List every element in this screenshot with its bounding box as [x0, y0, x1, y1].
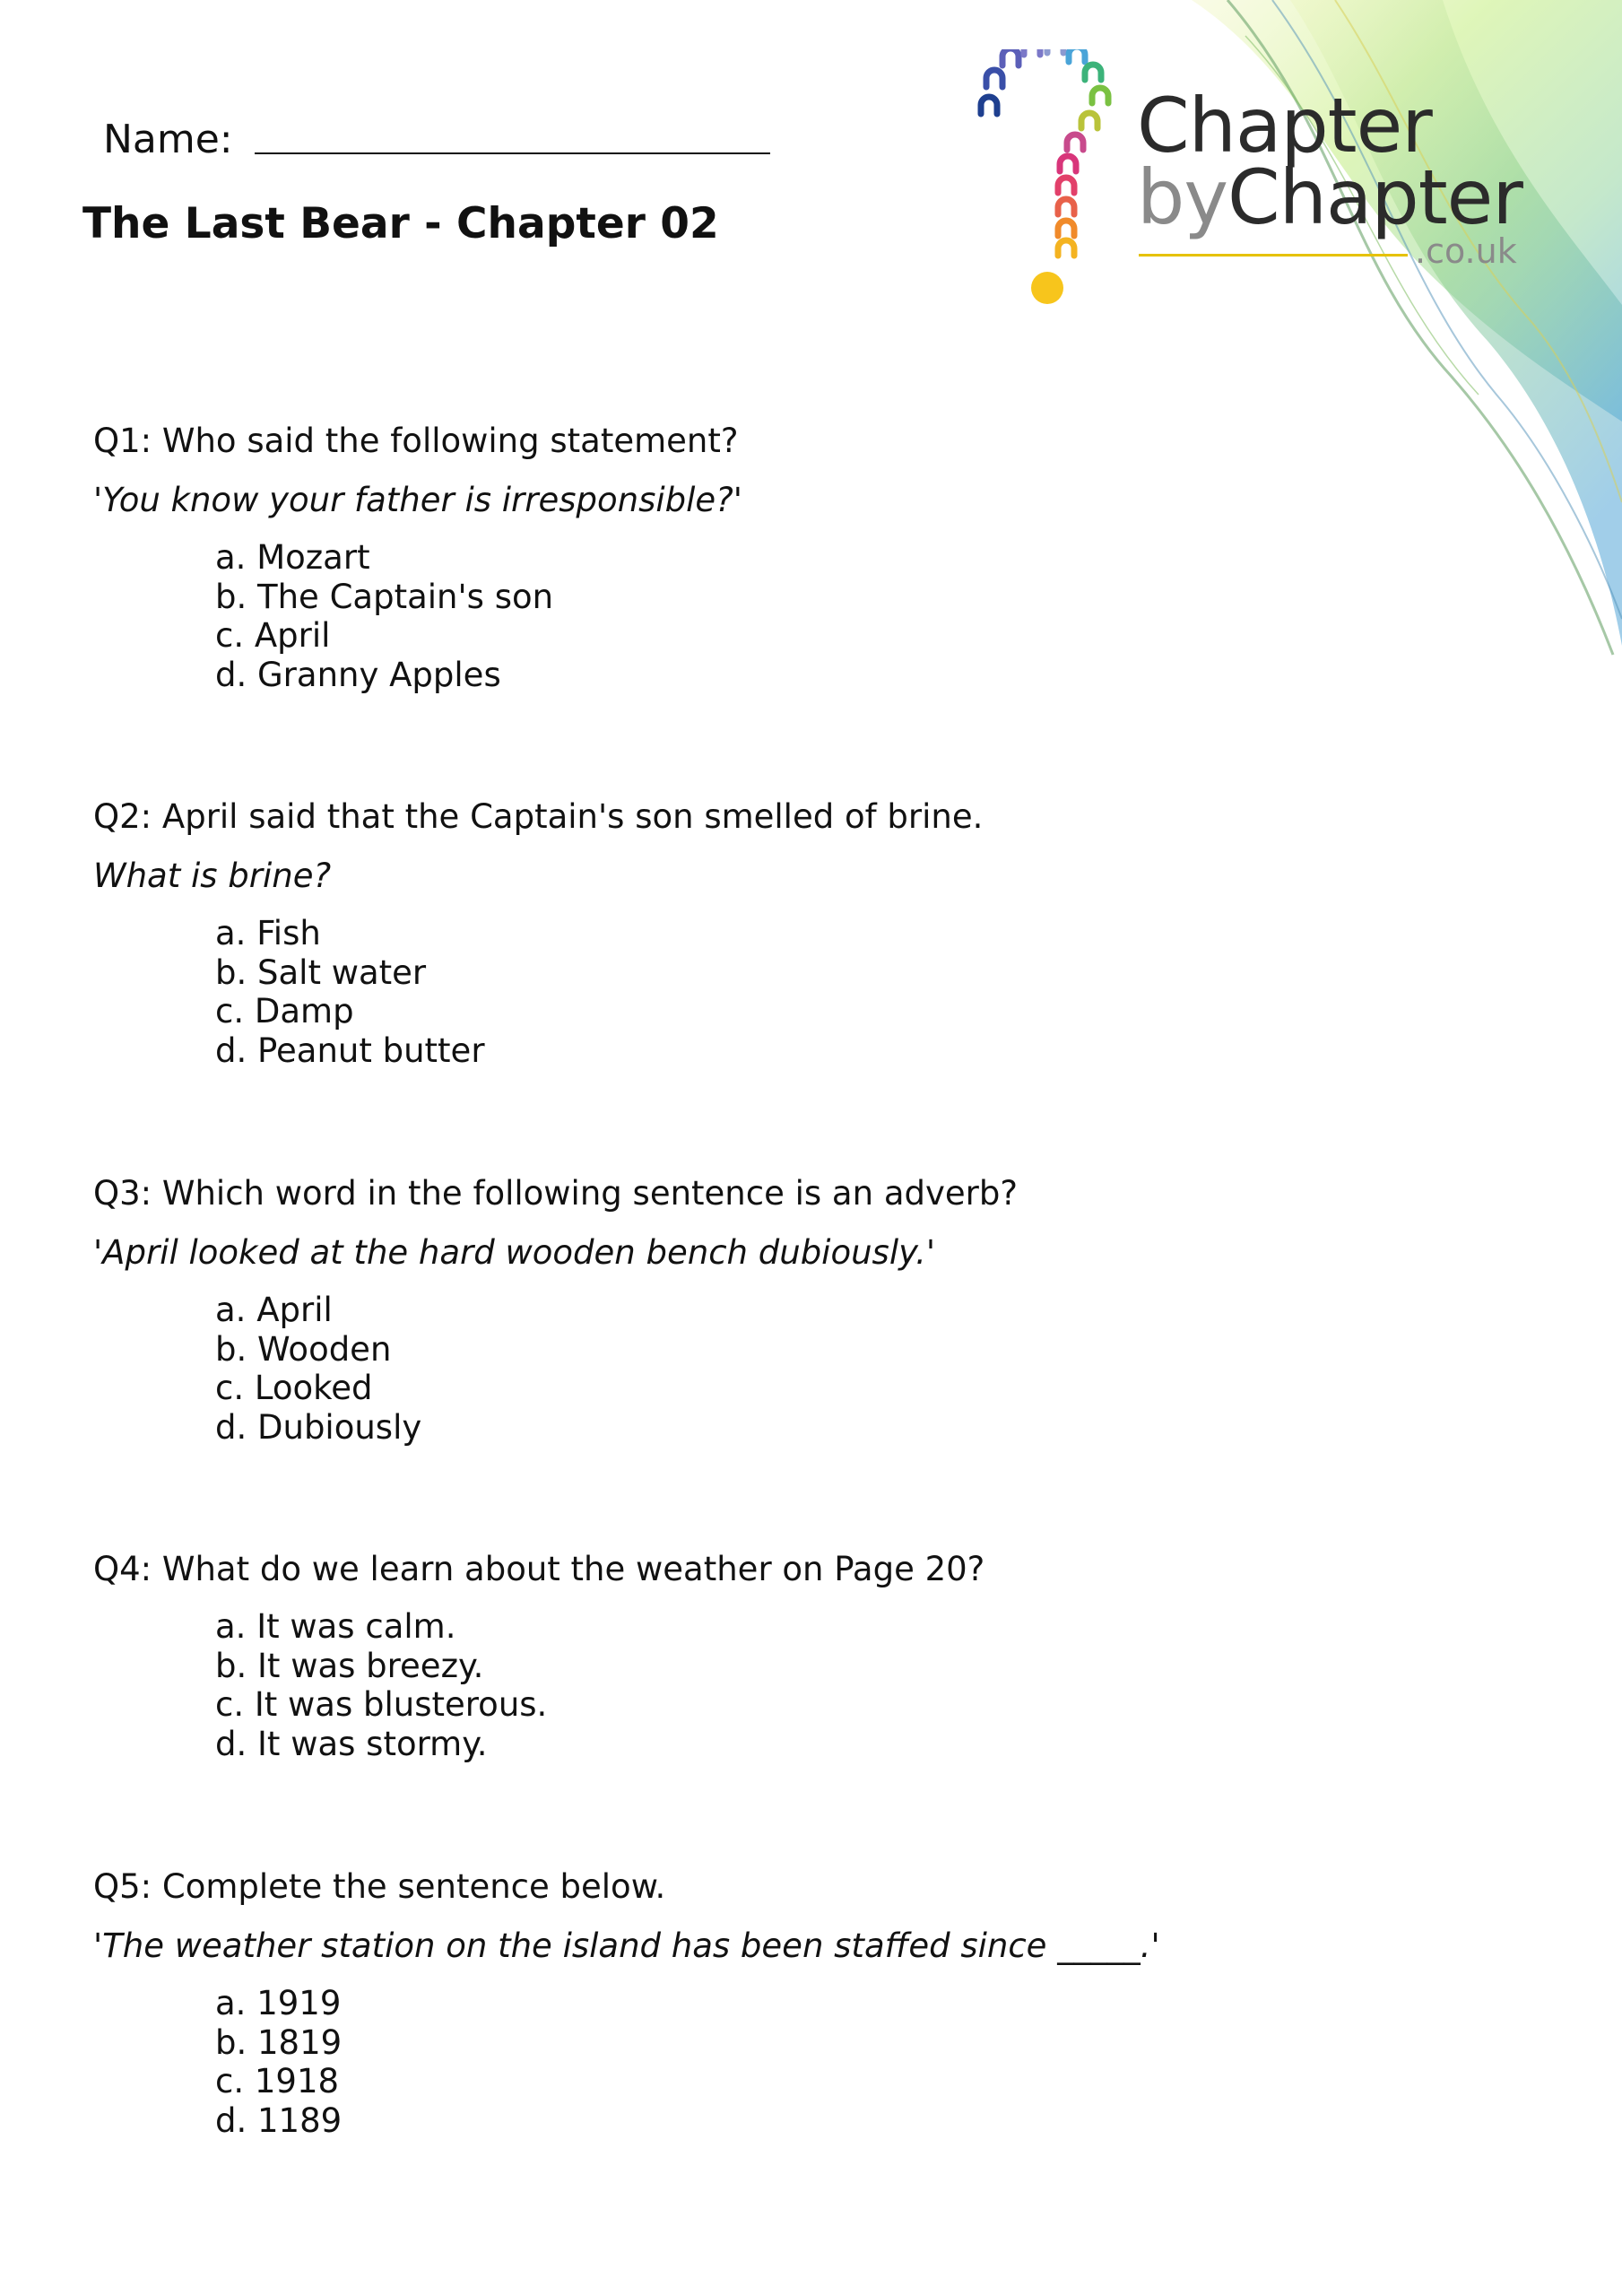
question-quote: What is brine? [93, 857, 332, 895]
option-b[interactable]: b. The Captain's son [215, 577, 554, 616]
name-label: Name: [103, 117, 233, 162]
name-blank-line[interactable] [255, 152, 770, 154]
question-text: Q3: Which word in the following sentence is an adverb? [93, 1174, 1018, 1213]
option-d[interactable]: d. It was stormy. [215, 1724, 488, 1763]
option-a[interactable]: a. 1919 [215, 1984, 342, 2022]
option-c[interactable]: c. Damp [215, 992, 354, 1031]
answer-options [215, 538, 1349, 694]
answer-options [215, 914, 1349, 1070]
option-c[interactable]: c. Looked [215, 1369, 373, 1407]
answer-options [215, 1607, 1349, 1763]
question-1 [93, 422, 1349, 694]
answer-options [215, 1291, 1349, 1447]
question-3 [93, 1174, 1349, 1447]
logo-underline [1139, 254, 1408, 257]
answer-options [215, 1984, 1349, 2140]
question-text: Q1: Who said the following statement? [93, 422, 739, 460]
option-d[interactable]: d. Granny Apples [215, 655, 501, 694]
question-text: Q2: April said that the Captain's son smelled of brine. [93, 797, 984, 836]
option-c[interactable]: c. April [215, 616, 331, 655]
logo-by: by [1137, 153, 1228, 241]
worksheet-title: The Last Bear - Chapter 02 [82, 199, 719, 248]
option-d[interactable]: d. 1189 [215, 2100, 343, 2140]
logo-dot [1031, 272, 1063, 304]
option-b[interactable]: b. Wooden [215, 1329, 392, 1369]
option-b[interactable]: b. It was breezy. [215, 1646, 484, 1685]
question-4 [93, 1550, 1349, 1763]
option-b[interactable]: b. Salt water [215, 952, 427, 992]
question-2 [93, 797, 1349, 1070]
option-a[interactable]: a. Mozart [215, 538, 370, 577]
logo-line-chapter: Chapter [1137, 82, 1432, 170]
option-a[interactable]: a. It was calm. [215, 1607, 456, 1646]
question-quote: 'The weather station on the island has been staffed since _____.' [93, 1926, 1160, 1965]
option-a[interactable]: a. Fish [215, 914, 321, 952]
question-quote: 'April looked at the hard wooden bench dubiously.' [93, 1233, 936, 1272]
option-c[interactable]: c. 1918 [215, 2062, 340, 2100]
question-5 [93, 1867, 1349, 2140]
question-quote: 'You know your father is irresponsible?' [93, 481, 742, 519]
logo-domain: .co.uk [1415, 231, 1517, 271]
question-text: Q5: Complete the sentence below. [93, 1867, 666, 1906]
logo-line-bychapter [1137, 153, 1522, 241]
question-text: Q4: What do we learn about the weather on Page 20? [93, 1550, 985, 1588]
option-d[interactable]: d. Dubiously [215, 1407, 422, 1447]
name-field [103, 117, 770, 162]
logo-chapter-second: Chapter [1227, 153, 1522, 241]
option-c[interactable]: c. It was blusterous. [215, 1685, 548, 1724]
option-a[interactable]: a. April [215, 1291, 333, 1329]
option-b[interactable]: b. 1819 [215, 2022, 343, 2062]
option-d[interactable]: d. Peanut butter [215, 1031, 485, 1070]
